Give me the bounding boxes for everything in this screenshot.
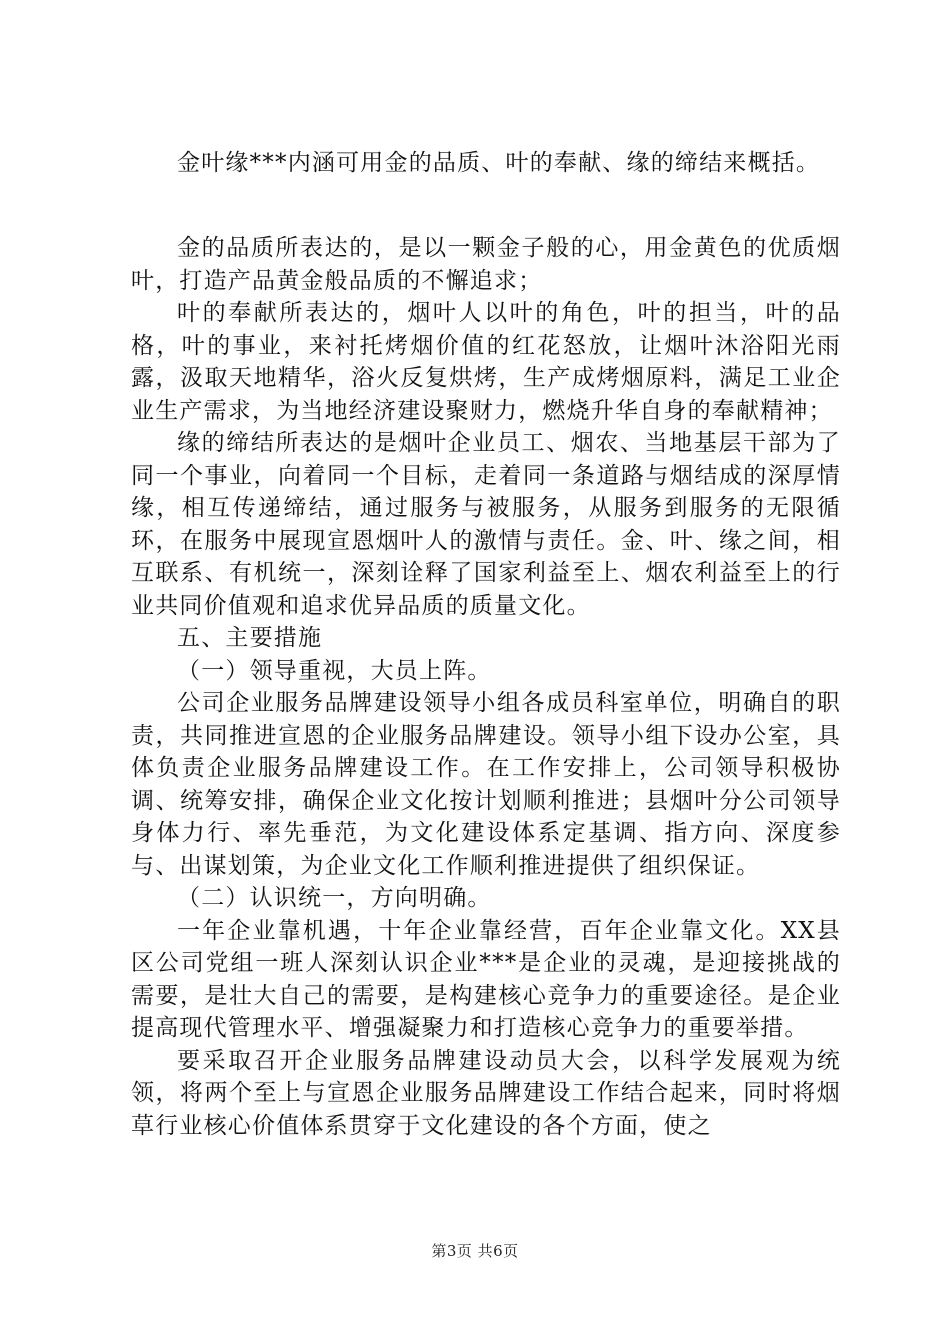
subheading-unified-understanding: （二）认识统一，方向明确。 <box>177 885 492 911</box>
document-body <box>131 232 841 1142</box>
intro-paragraph: 金叶缘***内涵可用金的品质、叶的奉献、缘的缔结来概括。 <box>177 150 821 176</box>
section-heading-main-measures: 五、主要措施 <box>177 625 323 651</box>
paragraph-culture: 一年企业靠机遇，十年企业靠经营，百年企业靠文化。XX县区公司党组一班人深刻认识企业***是企业的灵魂，是迎接挑战的需要，是壮大自己的需要，是构建核心竞争力的重要途径。是企业提高现代管理水平、增强凝聚力和打造核心竞争力的重要举措。 <box>131 917 841 1041</box>
paragraph-leaf-dedication: 叶的奉献所表达的，烟叶人以叶的角色，叶的担当，叶的品格，叶的事业，来衬托烤烟价值的红花怒放，让烟叶沐浴阳光雨露，汲取天地精华，浴火反复烘烤，生产成烤烟原料，满足工业企业生产需求，为当地经济建设聚财力，燃烧升华自身的奉献精神； <box>131 300 841 424</box>
page-number-footer: 第3页 共6页 <box>431 1242 519 1260</box>
paragraph-gold-quality: 金的品质所表达的，是以一颗金子般的心，用金黄色的优质烟叶，打造产品黄金般品质的不懈追求； <box>131 235 841 294</box>
paragraph-mobilization: 要采取召开企业服务品牌建设动员大会，以科学发展观为统领，将两个至上与宣恩企业服务品牌建设工作结合起来，同时将烟草行业核心价值体系贯穿于文化建设的各个方面，使之 <box>131 1047 841 1139</box>
subheading-leadership: （一）领导重视，大员上阵。 <box>177 657 492 684</box>
paragraph-bond: 缘的缔结所表达的是烟叶企业员工、烟农、当地基层干部为了同一个事业，向着同一个目标，走着同一条道路与烟结成的深厚情缘，相互传递缔结，通过服务与被服务，从服务到服务的无限循环，在服务中展现宣恩烟叶人的激情与责任。金、叶、缘之间，相互联系、有机统一，深刻诠释了国家利益至上、烟农利益至上的行业共同价值观和追求优异品质的质量文化。 <box>131 430 841 619</box>
paragraph-leadership: 公司企业服务品牌建设领导小组各成员科室单位，明确自的职责，共同推进宣恩的企业服务品牌建设。领导小组下设办公室，具体负责企业服务品牌建设工作。在工作安排上，公司领导积极协调、统筹安排，确保企业文化按计划顺利推进；县烟叶分公司领导身体力行、率先垂范，为文化建设体系定基调、指方向、深度参与、出谋划策，为企业文化工作顺利推进提供了组织保证。 <box>131 690 841 879</box>
